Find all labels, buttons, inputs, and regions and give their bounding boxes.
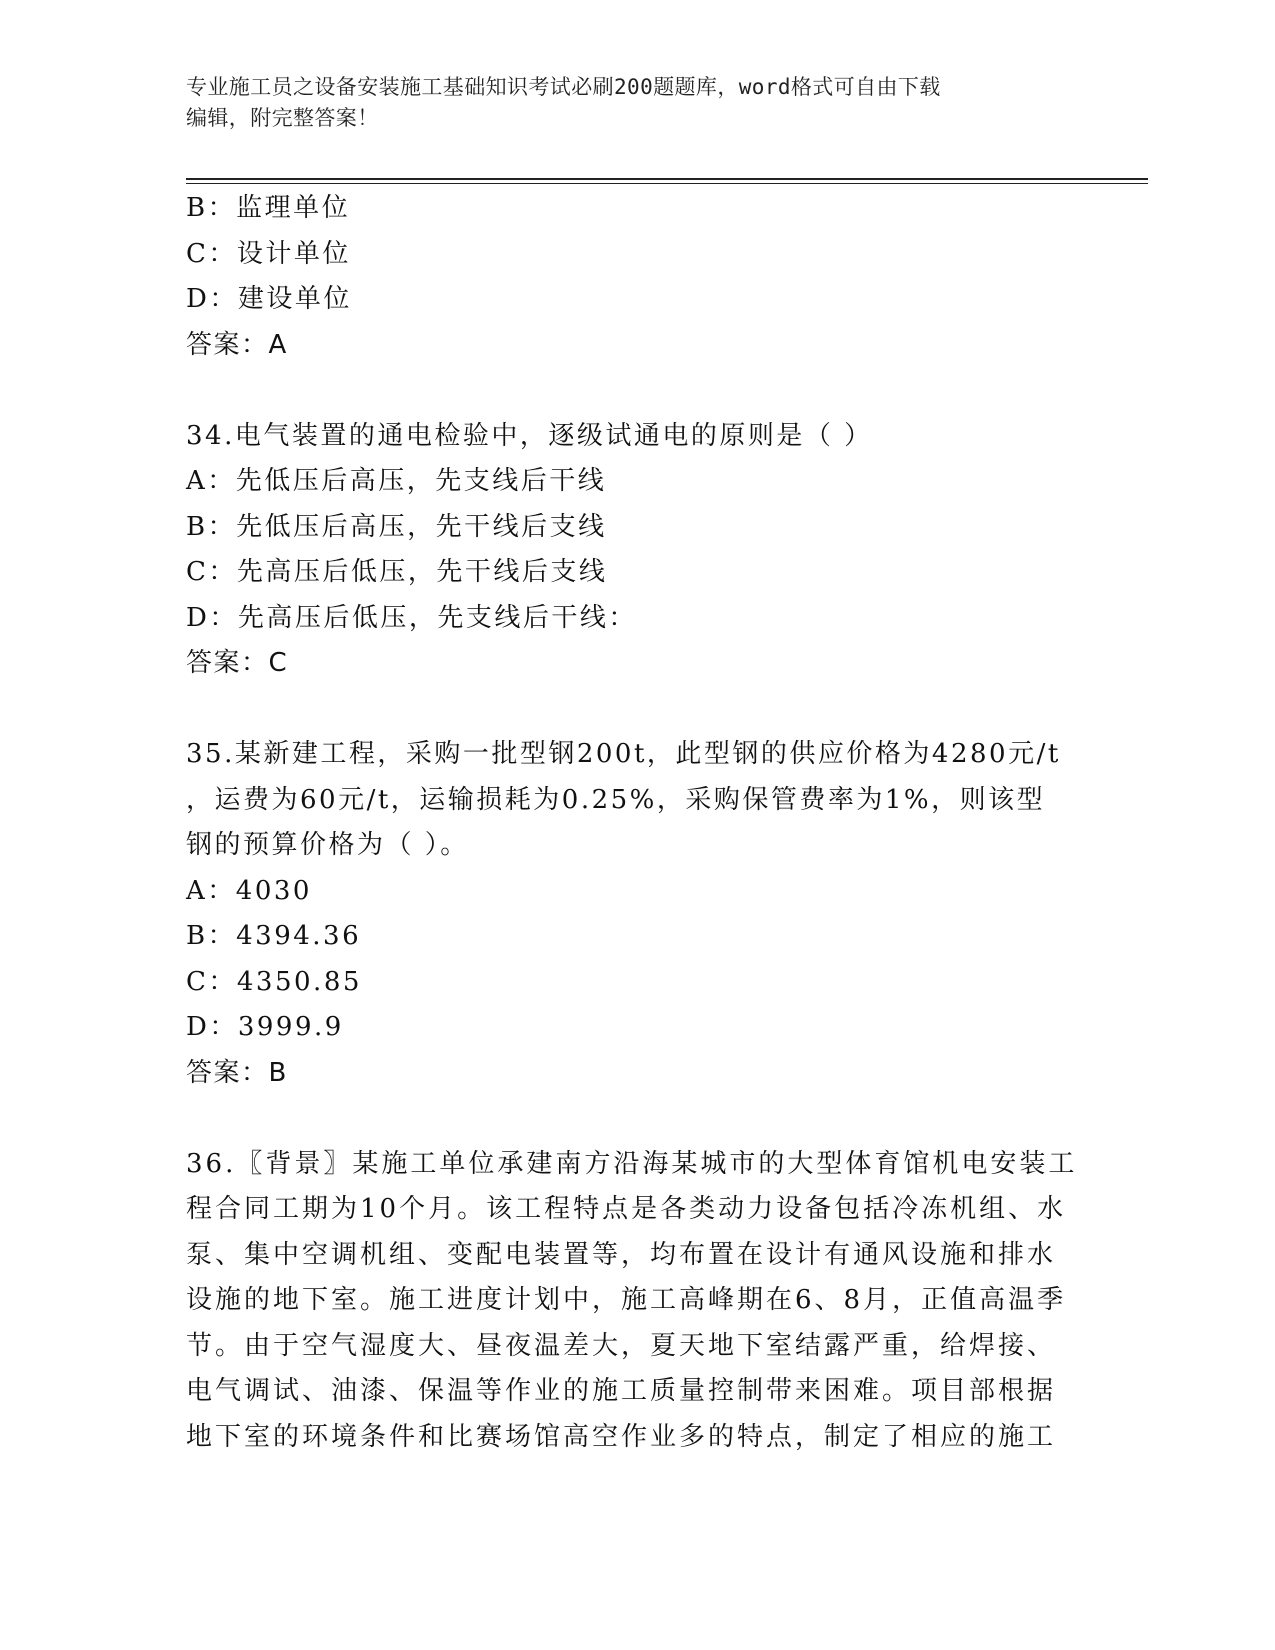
spacer (186, 368, 1086, 414)
option-a: A：4030 (186, 875, 312, 906)
document-header (186, 72, 1066, 134)
option-b: B：监理单位 (186, 193, 351, 223)
question-stem-line-6: 电气调试、油漆、保温等作业的施工质量控制带来困难。项目部根据 (186, 1376, 1057, 1406)
option-b: B：4394.36 (186, 921, 362, 951)
answer-line: 答案：A (186, 329, 288, 360)
option-c: C：4350.85 (186, 966, 362, 997)
question-34 (186, 414, 1086, 687)
option-d: D：建设单位 (186, 284, 352, 314)
option-d: D：3999.9 (186, 1012, 344, 1042)
answer-line: 答案：B (186, 1057, 288, 1088)
question-stem-line-1: 36.〖背景〗某施工单位承建南方沿海某城市的大型体育馆机电安装工 (186, 1148, 1078, 1179)
spacer (186, 687, 1086, 733)
header-title-line-1: 专业施工员之设备安装施工基础知识考试必刷200题题库，word格式可自由下载 (186, 75, 941, 99)
question-stem-line-5: 节。由于空气湿度大、昼夜温差大，夏天地下室结露严重，给焊接、 (186, 1330, 1057, 1361)
option-c: C：设计单位 (186, 238, 351, 269)
question-stem-line-4: 设施的地下室。施工进度计划中，施工高峰期在6、8月，正值高温季 (186, 1285, 1067, 1315)
header-title-line-2: 编辑，附完整答案！ (186, 106, 379, 130)
question-33 (186, 186, 1086, 368)
question-stem: 34.电气装置的通电检验中，逐级试通电的原则是（ ） (186, 420, 873, 451)
answer-line: 答案：C (186, 648, 289, 678)
question-35 (186, 732, 1086, 1096)
option-d: D：先高压后低压，先支线后干线： (186, 602, 637, 633)
question-stem-line-2: ，运费为60元/t，运输损耗为0.25%，采购保管费率为1%，则该型 (186, 784, 1046, 815)
header-divider-thin (186, 183, 1148, 184)
question-content (186, 186, 1086, 1460)
spacer (186, 1096, 1086, 1142)
question-stem-line-3: 钢的预算价格为（ ）。 (186, 830, 469, 860)
option-a: A：先低压后高压，先支线后干线 (186, 466, 607, 496)
question-stem-line-1: 35.某新建工程，采购一批型钢200t，此型钢的供应价格为4280元/t (186, 739, 1061, 769)
option-c: C：先高压后低压，先干线后支线 (186, 557, 608, 587)
question-stem-line-7: 地下室的环境条件和比赛场馆高空作业多的特点，制定了相应的施工 (186, 1421, 1057, 1452)
header-divider-thick (186, 178, 1148, 180)
question-stem-line-3: 泵、集中空调机组、变配电装置等，均布置在设计有通风设施和排水 (186, 1239, 1057, 1270)
option-b: B：先低压后高压，先干线后支线 (186, 511, 607, 542)
question-stem-line-2: 程合同工期为10个月。该工程特点是各类动力设备包括冷冻机组、水 (186, 1194, 1067, 1224)
question-36 (186, 1142, 1086, 1461)
